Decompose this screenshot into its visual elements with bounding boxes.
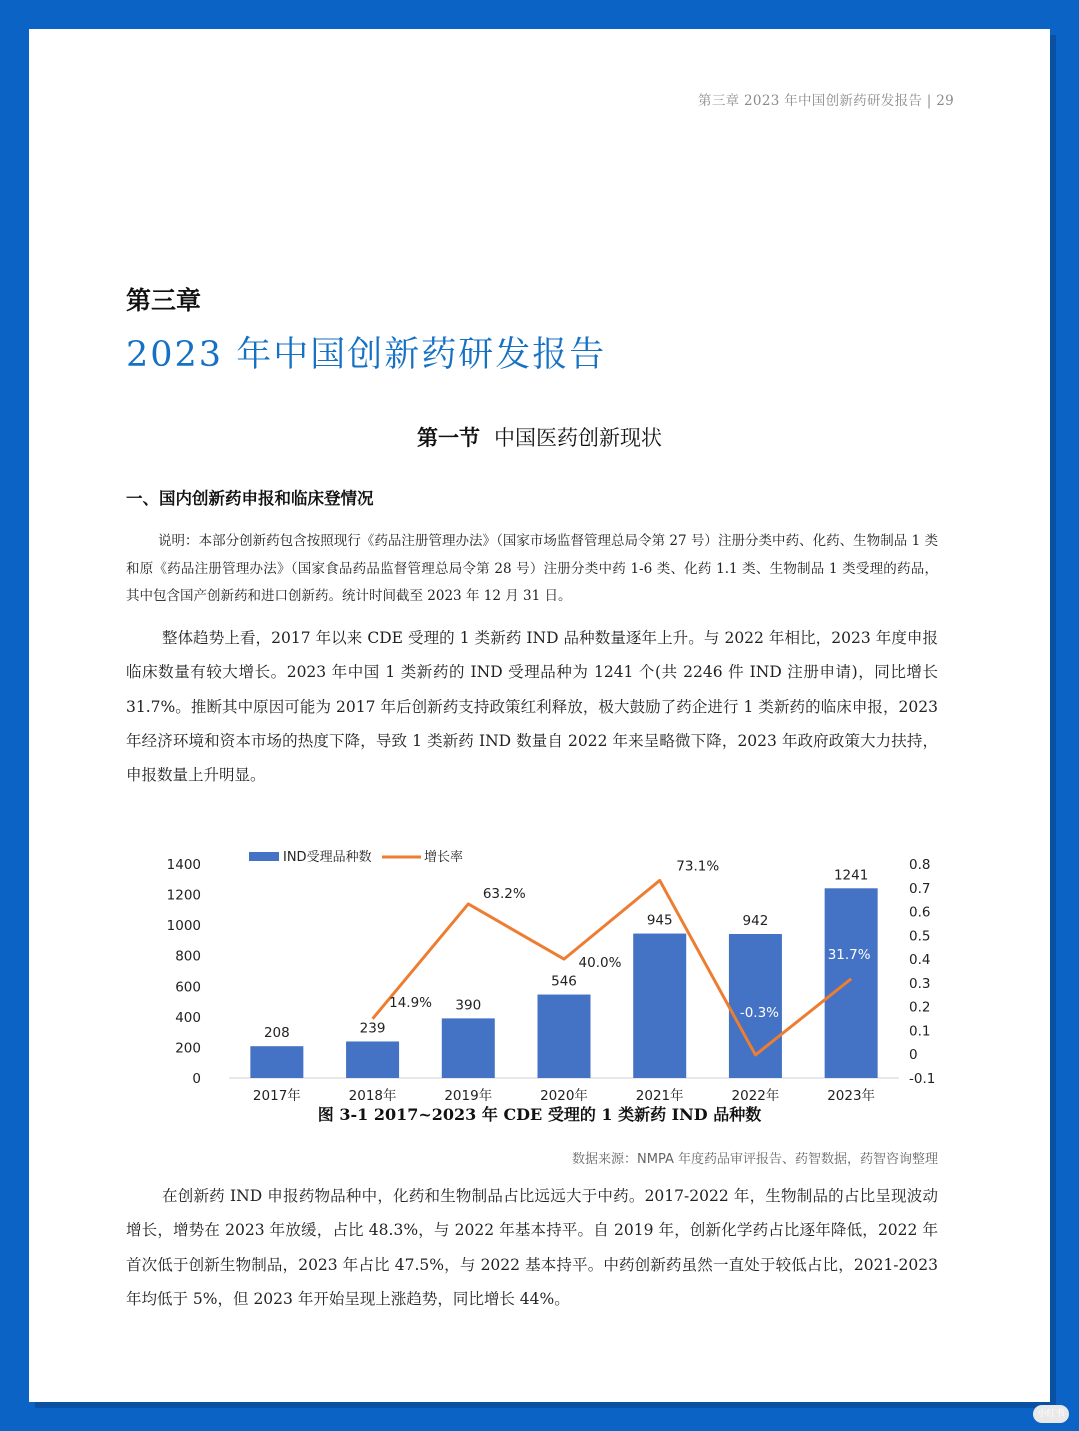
document-page <box>29 29 1050 1402</box>
y-right-tick-label: -0.1 <box>909 1071 936 1087</box>
y-left-tick-label: 800 <box>175 948 201 965</box>
x-tick-label: 2021年 <box>635 1088 684 1104</box>
x-tick-label: 2023年 <box>827 1088 876 1104</box>
subsection-heading: 一、国内创新药申报和临床登情况 <box>126 489 374 508</box>
legend-swatch-bar <box>249 852 279 861</box>
figure-source: 数据来源：NMPA 年度药品审评报告、药智数据，药智咨询整理 <box>572 1152 938 1167</box>
x-tick-label: 2018年 <box>348 1088 397 1104</box>
chapter-title: 2023 年中国创新药研发报告 <box>126 335 607 375</box>
y-right-tick-label: 0.3 <box>909 975 931 992</box>
body-paragraph-2: 在创新药 IND 申报药物品种中，化药和生物制品占比远远大于中药。2017-2022 年，生物制品的占比呈现波动增长，增势在 2023 年放缓，占比 48.3%，与 2022 年基本持平。自 2019 年，创新化学药占比逐年降低，2022 年首次低于创新生物制品，2023 年占比 47.5%，与 2022 基本持平。中药创新药虽然一直处于较低占比，2021-2023 年均低于 5%，但 2023 年开始呈现上涨趋势，同比增长 44%。 <box>126 1187 938 1308</box>
bar-2017年 <box>250 1046 303 1078</box>
bar-data-label: 239 <box>359 1020 386 1037</box>
chart-legend <box>249 849 463 865</box>
y-left-tick-label: 600 <box>175 979 201 996</box>
section-title: 中国医药创新现状 <box>494 426 662 450</box>
line-data-label: 63.2% <box>482 885 526 902</box>
bar-2023年 <box>825 888 878 1078</box>
line-data-label: 40.0% <box>578 955 622 972</box>
x-tick-label: 2022年 <box>731 1088 780 1104</box>
note-paragraph: 说明：本部分创新药包含按照现行《药品注册管理办法》（国家市场监督管理总局令第 27 号）注册分类中药、化药、生物制品 1 类和原《药品注册管理办法》（国家食品药品监督管理总局令第 28 号）注册分类中药 1-6 类、化药 1.1 类、生物制品 1 类受理的药品，其中包含国产创新药和进口创新药。统计时间截至 2023 年 12 月 31 日。 <box>126 533 938 604</box>
line-data-label: 31.7% <box>827 946 871 963</box>
section-number: 第一节 <box>417 426 480 450</box>
y-left-tick-label: 1000 <box>166 918 201 935</box>
bar-data-label: 546 <box>551 973 577 990</box>
y-left-tick-label: 1200 <box>166 887 201 904</box>
y-left-tick-label: 0 <box>192 1071 201 1087</box>
y-right-tick-label: 0.5 <box>909 928 931 945</box>
y-right-tick-label: 0.7 <box>909 880 931 897</box>
bar-data-label: 942 <box>742 913 769 930</box>
y-right-tick-label: 0.8 <box>909 857 931 873</box>
chapter-label: 第三章 <box>126 286 202 315</box>
y-right-tick-label: 0 <box>909 1047 918 1064</box>
x-tick-label: 2017年 <box>252 1088 301 1104</box>
y-right-tick-label: 0.1 <box>909 1023 931 1040</box>
bar-data-label: 208 <box>263 1025 290 1042</box>
ind-bar-line-chart <box>149 819 959 1104</box>
x-tick-label: 2019年 <box>444 1088 493 1104</box>
bar-data-label: 390 <box>455 997 482 1014</box>
section-heading <box>29 422 1050 452</box>
body-paragraph-1: 整体趋势上看，2017 年以来 CDE 受理的 1 类新药 IND 品种数量逐年上升。与 2022 年相比，2023 年度申报临床数量有较大增长。2023 年中国 1 类新药的 IND 受理品种为 1241 个(共 2246 件 IND 注册申请)，同比增长 31.7%。推断其中原因可能为 2017 年后创新药支持政策红利释放，极大鼓励了药企进行 1 类新药的临床申报，2023 年经济环境和资本市场的热度下降，导致 1 类新药 IND 数量自 2022 年来呈略微下降，2023 年政府政策大力扶持，申报数量上升明显。 <box>126 629 938 785</box>
figure-caption: 图 3-1 2017~2023 年 CDE 受理的 1 类新药 IND 品种数 <box>317 1105 762 1124</box>
y-right-tick-label: 0.4 <box>909 952 931 969</box>
y-right-tick-label: 0.6 <box>909 904 931 921</box>
line-data-label: -0.3% <box>739 1004 780 1021</box>
bar-2019年 <box>442 1018 495 1078</box>
bar-data-label: 1241 <box>833 867 869 884</box>
y-left-tick-label: 200 <box>175 1040 201 1057</box>
bar-2021年 <box>633 934 686 1078</box>
bar-2018年 <box>346 1041 399 1078</box>
y-right-tick-label: 0.2 <box>909 999 931 1016</box>
y-left-tick-label: 400 <box>175 1009 201 1026</box>
legend-label-bar: IND受理品种数 <box>283 850 372 865</box>
watermark-badge: 小红书 <box>1033 1405 1069 1423</box>
line-data-label: 14.9% <box>389 994 433 1011</box>
bar-data-label: 945 <box>646 912 673 929</box>
line-data-label: 73.1% <box>676 858 720 875</box>
bar-2020年 <box>538 995 591 1078</box>
running-header: 第三章 2023 年中国创新药研发报告 | 29 <box>698 93 954 109</box>
y-left-tick-label: 1400 <box>166 857 201 873</box>
legend-label-line: 增长率 <box>424 850 464 865</box>
x-tick-label: 2020年 <box>540 1088 588 1104</box>
